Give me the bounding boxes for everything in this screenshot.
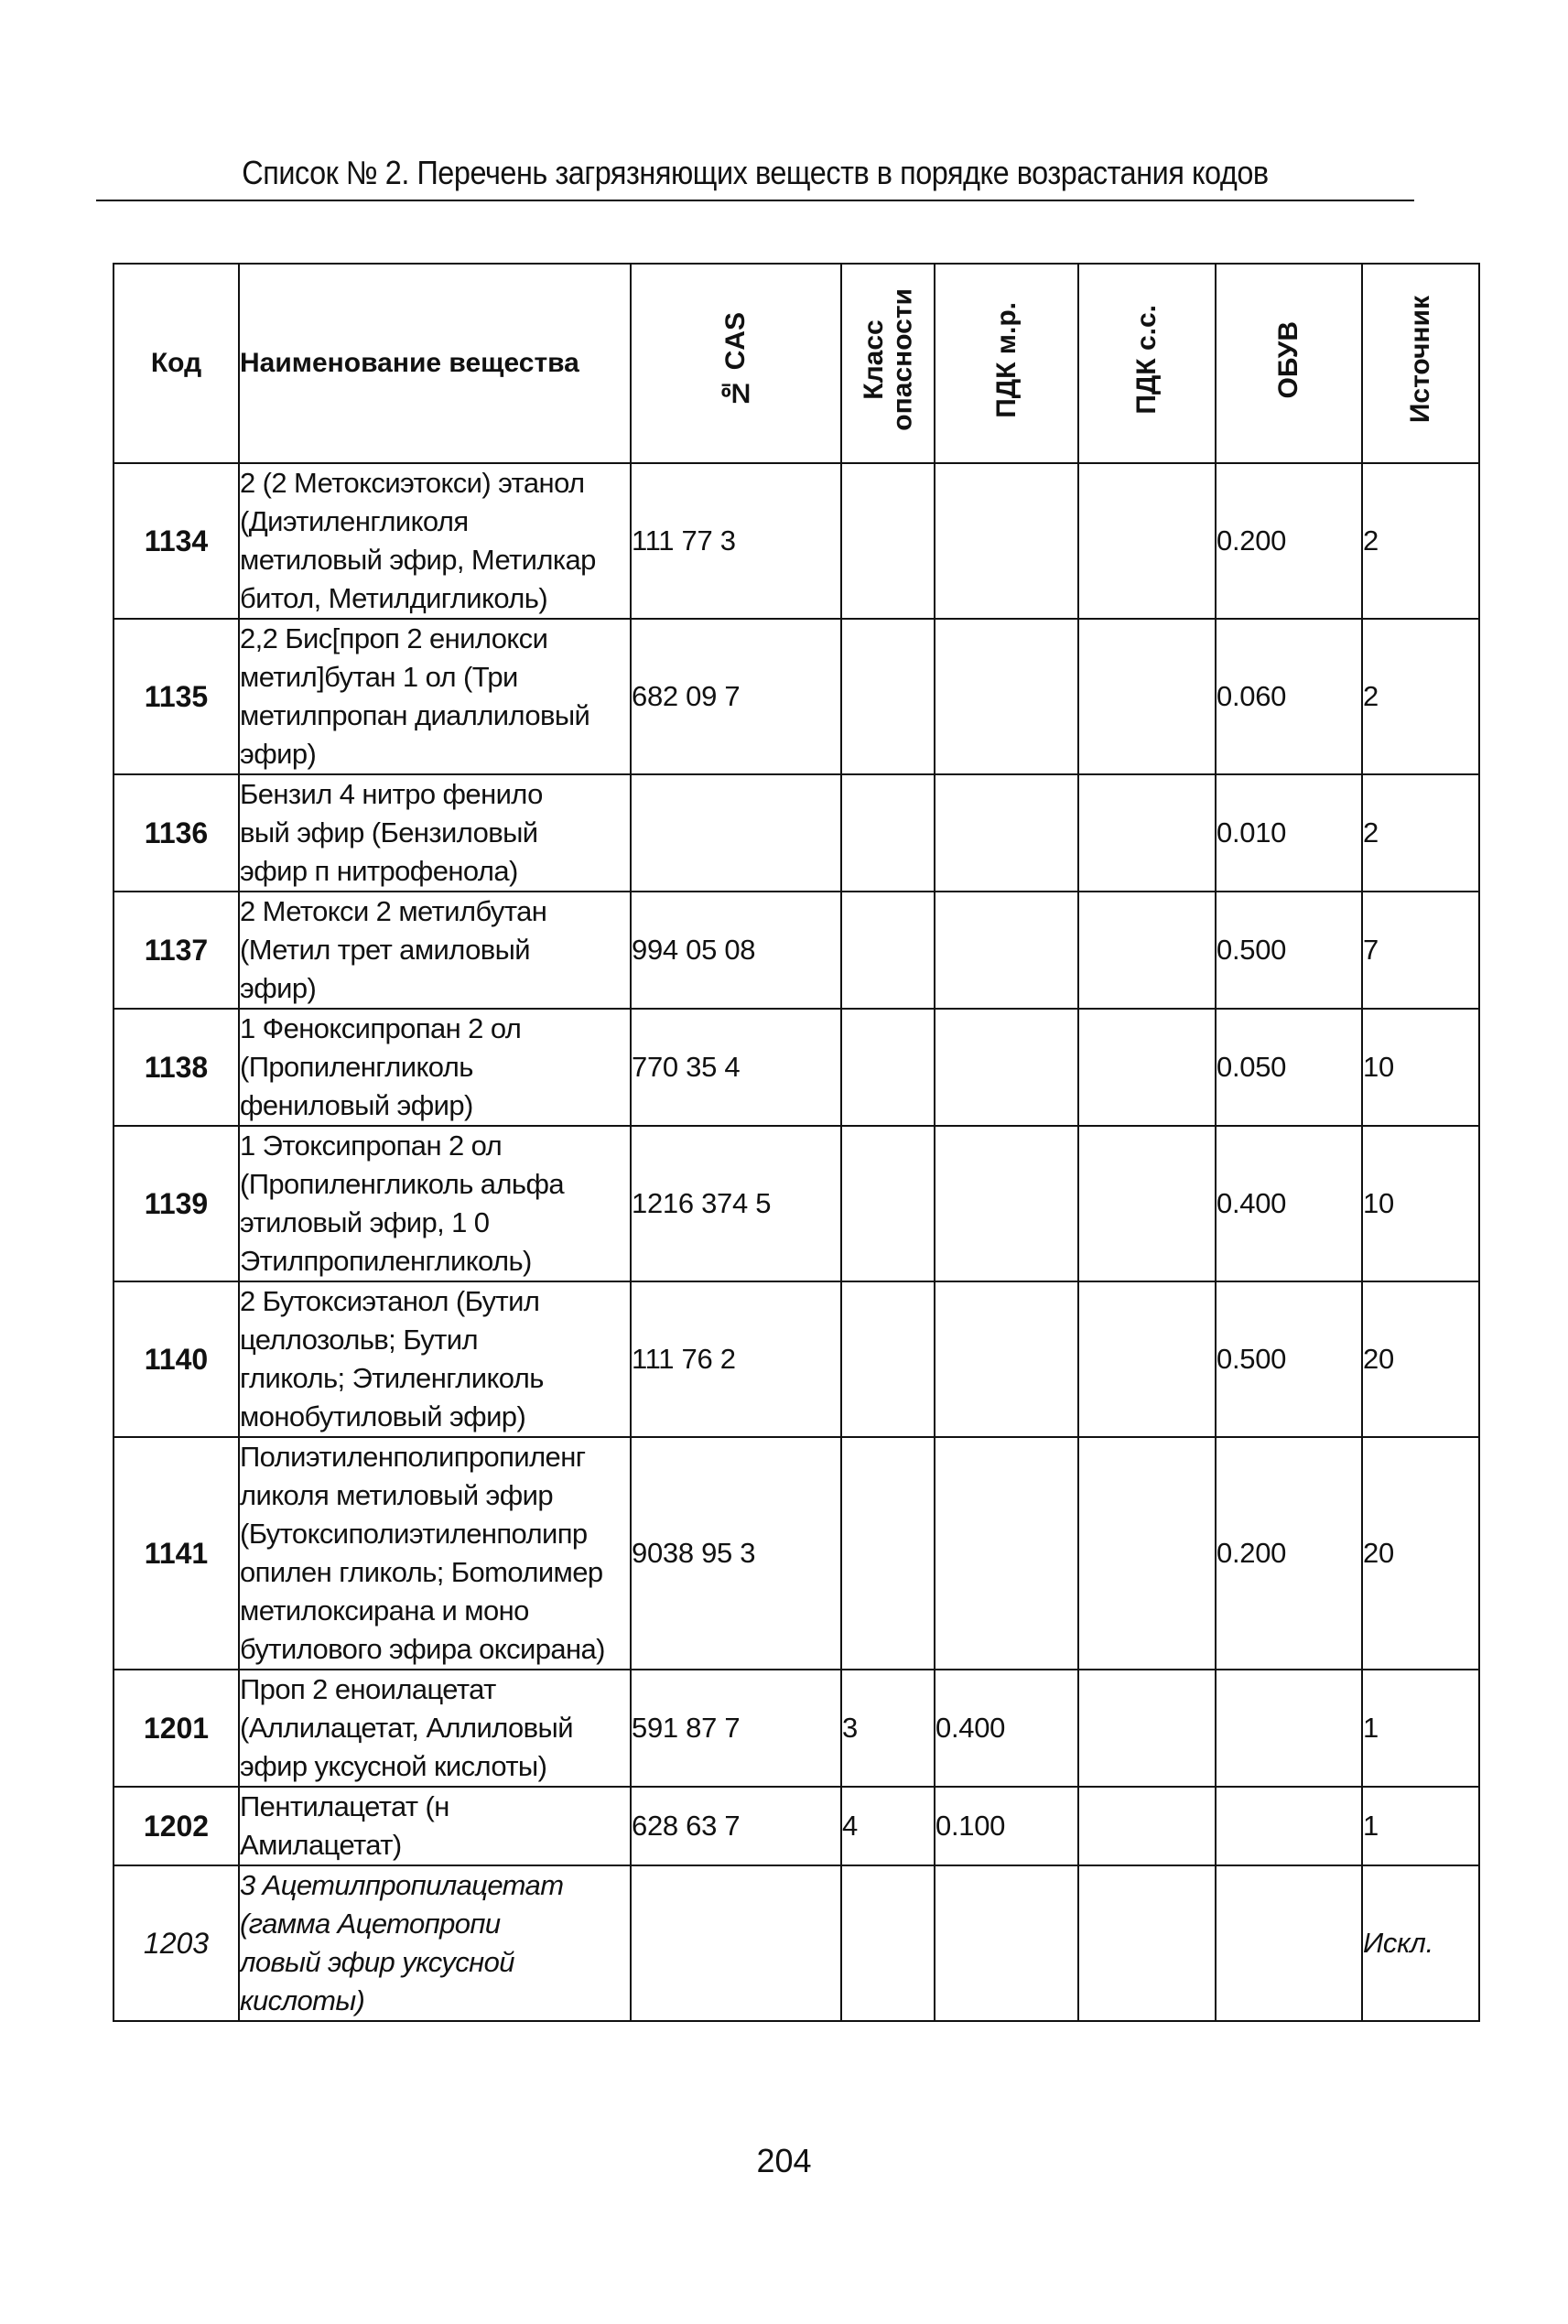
- cell-obuv: [1216, 1787, 1362, 1865]
- cell-pdk-mr: [935, 463, 1078, 619]
- cell-pdk-mr: [935, 1009, 1078, 1126]
- name-line: ловый эфир уксусной: [240, 1946, 514, 1978]
- hazard-line-2: опасности: [887, 288, 917, 431]
- cell-pdk-ss: [1078, 774, 1216, 892]
- cell-pdk-ss: [1078, 619, 1216, 774]
- cell-hazard-class: [841, 1865, 935, 2021]
- name-line: 1 Феноксипропан 2 ол: [240, 1012, 522, 1044]
- cell-cas: 111 77 3: [631, 463, 841, 619]
- cell-source: 20: [1362, 1281, 1479, 1437]
- col-header-pdk-ss-label: ПДК с.с.: [1131, 305, 1162, 415]
- cell-hazard-class: [841, 892, 935, 1009]
- table-row: [114, 1865, 1479, 2021]
- cell-hazard-class: [841, 774, 935, 892]
- name-line: метилпропан диаллиловый: [240, 699, 590, 731]
- col-header-hazard-label: [860, 288, 917, 431]
- cell-pdk-mr: 0.400: [935, 1670, 1078, 1787]
- table-row: [114, 1670, 1479, 1787]
- table-row: [114, 1126, 1479, 1281]
- name-line: ликоля метиловый эфир: [240, 1479, 554, 1511]
- table-row: [114, 1281, 1479, 1437]
- cell-pdk-ss: [1078, 1009, 1216, 1126]
- name-line: фениловый эфир): [240, 1089, 473, 1121]
- name-line: эфир): [240, 738, 317, 770]
- cell-code: 1135: [114, 619, 239, 774]
- col-header-pdk-ss: [1078, 264, 1216, 463]
- name-line: Этилпропиленгликоль): [240, 1245, 532, 1277]
- cell-pdk-ss: [1078, 1437, 1216, 1670]
- cell-name: [239, 1670, 631, 1787]
- cell-name: [239, 1281, 631, 1437]
- cell-code: 1139: [114, 1126, 239, 1281]
- cell-source: 20: [1362, 1437, 1479, 1670]
- cell-hazard-class: [841, 1009, 935, 1126]
- cell-hazard-class: [841, 463, 935, 619]
- name-line: 2 Метокси 2 метилбутан: [240, 895, 547, 927]
- name-line: 3 Ацетилпропилацетат: [240, 1869, 564, 1901]
- col-header-source-label: Источник: [1405, 296, 1436, 424]
- cell-obuv: 0.200: [1216, 1437, 1362, 1670]
- cell-hazard-class: [841, 1281, 935, 1437]
- cell-obuv: 0.500: [1216, 892, 1362, 1009]
- name-line: метиловый эфир, Метилкар: [240, 544, 596, 576]
- cell-cas: 591 87 7: [631, 1670, 841, 1787]
- cell-cas: 9038 95 3: [631, 1437, 841, 1670]
- cell-cas: [631, 774, 841, 892]
- col-header-obuv-label: ОБУВ: [1273, 320, 1304, 399]
- cell-code: 1137: [114, 892, 239, 1009]
- cell-obuv: [1216, 1865, 1362, 2021]
- table-row: [114, 619, 1479, 774]
- cell-pdk-ss: [1078, 1865, 1216, 2021]
- name-line: бутилового эфира оксирана): [240, 1633, 605, 1665]
- cell-name: [239, 1437, 631, 1670]
- cell-obuv: 0.500: [1216, 1281, 1362, 1437]
- name-line: кислоты): [240, 1984, 365, 2016]
- cell-cas: 1216 374 5: [631, 1126, 841, 1281]
- name-line: (Пропиленгликоль альфа: [240, 1168, 565, 1200]
- name-line: метил]бутан 1 ол (Три: [240, 661, 518, 693]
- cell-pdk-ss: [1078, 1670, 1216, 1787]
- cell-pdk-ss: [1078, 1281, 1216, 1437]
- cell-source: Искл.: [1362, 1865, 1479, 2021]
- cell-pdk-ss: [1078, 1787, 1216, 1865]
- cell-pdk-mr: [935, 1437, 1078, 1670]
- col-header-source: [1362, 264, 1479, 463]
- table-row: [114, 1009, 1479, 1126]
- cell-name: [239, 1787, 631, 1865]
- cell-source: 7: [1362, 892, 1479, 1009]
- cell-name: [239, 1865, 631, 2021]
- cell-source: 10: [1362, 1126, 1479, 1281]
- name-line: эфир): [240, 972, 317, 1004]
- hazard-line-1: Класс: [858, 319, 889, 400]
- name-line: Проп 2 енoилацетат: [240, 1673, 496, 1705]
- cell-cas: 770 35 4: [631, 1009, 841, 1126]
- name-line: эфир уксусной кислоты): [240, 1750, 547, 1782]
- name-line: (Пропиленгликоль: [240, 1051, 473, 1083]
- name-line: Бензил 4 нитро фенило: [240, 778, 543, 810]
- name-line: этиловый эфир, 1 0: [240, 1206, 490, 1238]
- page-title: Список № 2. Перечень загрязняющих веществ в порядке возрастания кодов: [242, 154, 1269, 191]
- cell-source: 2: [1362, 463, 1479, 619]
- name-line: (Бутоксиполиэтиленполипр: [240, 1518, 588, 1550]
- cell-cas: [631, 1865, 841, 2021]
- cell-code: 1202: [114, 1787, 239, 1865]
- cell-code: 1136: [114, 774, 239, 892]
- cell-cas: 628 63 7: [631, 1787, 841, 1865]
- name-line: (Метил трет амиловый: [240, 934, 530, 966]
- cell-name: [239, 619, 631, 774]
- substances-table: [113, 263, 1480, 2022]
- cell-hazard-class: [841, 1437, 935, 1670]
- cell-source: 1: [1362, 1670, 1479, 1787]
- cell-name: [239, 1126, 631, 1281]
- col-header-pdk-mr-label: ПДК м.р.: [990, 301, 1022, 418]
- cell-name: [239, 1009, 631, 1126]
- cell-obuv: 0.010: [1216, 774, 1362, 892]
- cell-pdk-ss: [1078, 1126, 1216, 1281]
- cell-code: 1140: [114, 1281, 239, 1437]
- table-body: [114, 463, 1479, 2021]
- page-number: 204: [756, 2142, 812, 2179]
- cell-obuv: 0.200: [1216, 463, 1362, 619]
- cell-code: 1201: [114, 1670, 239, 1787]
- cell-cas: 682 09 7: [631, 619, 841, 774]
- name-line: 2 (2 Метоксиэтокси) этанол: [240, 467, 585, 499]
- cell-source: 10: [1362, 1009, 1479, 1126]
- cell-name: [239, 892, 631, 1009]
- col-header-code: Код: [114, 264, 239, 463]
- name-line: Амилацетат): [240, 1829, 402, 1861]
- cell-pdk-mr: [935, 1281, 1078, 1437]
- title-divider: [96, 200, 1414, 201]
- cell-cas: 111 76 2: [631, 1281, 841, 1437]
- cell-source: 1: [1362, 1787, 1479, 1865]
- name-line: эфир п нитрофенола): [240, 855, 518, 887]
- cell-pdk-mr: [935, 774, 1078, 892]
- table-row: [114, 1437, 1479, 1670]
- cell-name: [239, 774, 631, 892]
- name-line: гликоль; Этиленгликоль: [240, 1362, 544, 1394]
- col-header-cas: [631, 264, 841, 463]
- cell-source: 2: [1362, 774, 1479, 892]
- cell-source: 2: [1362, 619, 1479, 774]
- col-header-obuv: [1216, 264, 1362, 463]
- cell-pdk-mr: [935, 1126, 1078, 1281]
- cell-obuv: 0.400: [1216, 1126, 1362, 1281]
- name-line: метилоксирана и моно: [240, 1594, 529, 1627]
- cell-hazard-class: [841, 619, 935, 774]
- table-row: [114, 892, 1479, 1009]
- cell-obuv: 0.060: [1216, 619, 1362, 774]
- name-line: 2,2 Бис[проп 2 енилокси: [240, 622, 548, 654]
- name-line: Полиэтиленполипропиленг: [240, 1441, 586, 1473]
- cell-code: 1203: [114, 1865, 239, 2021]
- cell-hazard-class: [841, 1126, 935, 1281]
- cell-hazard-class: 4: [841, 1787, 935, 1865]
- table-row: [114, 1787, 1479, 1865]
- cell-pdk-mr: [935, 619, 1078, 774]
- name-line: битол, Метилдигликоль): [240, 582, 548, 614]
- cell-pdk-mr: [935, 892, 1078, 1009]
- col-header-hazard-class: [841, 264, 935, 463]
- cell-pdk-mr: 0.100: [935, 1787, 1078, 1865]
- cell-name: [239, 463, 631, 619]
- table-header-row: [114, 264, 1479, 463]
- name-line: (Аллилацетат, Аллиловый: [240, 1712, 573, 1744]
- table-row: [114, 774, 1479, 892]
- name-line: опилен гликоль; Боmолимер: [240, 1556, 603, 1588]
- cell-obuv: [1216, 1670, 1362, 1787]
- cell-hazard-class: 3: [841, 1670, 935, 1787]
- cell-pdk-ss: [1078, 463, 1216, 619]
- col-header-pdk-mr: [935, 264, 1078, 463]
- cell-code: 1141: [114, 1437, 239, 1670]
- cell-code: 1138: [114, 1009, 239, 1126]
- cell-pdk-ss: [1078, 892, 1216, 1009]
- cell-pdk-mr: [935, 1865, 1078, 2021]
- col-header-cas-label: № CAS: [720, 311, 752, 408]
- cell-cas: 994 05 08: [631, 892, 841, 1009]
- cell-code: 1134: [114, 463, 239, 619]
- name-line: монобутиловый эфир): [240, 1400, 526, 1432]
- name-line: (гамма Ацетопропи: [240, 1908, 501, 1940]
- name-line: вый эфир (Бензиловый: [240, 816, 538, 849]
- col-header-name: Наименование вещества: [239, 264, 631, 463]
- name-line: 2 Бутоксиэтанол (Бутил: [240, 1285, 540, 1317]
- name-line: Пентилацетат (н: [240, 1790, 449, 1822]
- cell-obuv: 0.050: [1216, 1009, 1362, 1126]
- name-line: (Диэтиленгликоля: [240, 505, 469, 537]
- name-line: 1 Этоксипропан 2 ол: [240, 1130, 503, 1162]
- table-row: [114, 463, 1479, 619]
- name-line: целлозольв; Бутил: [240, 1324, 478, 1356]
